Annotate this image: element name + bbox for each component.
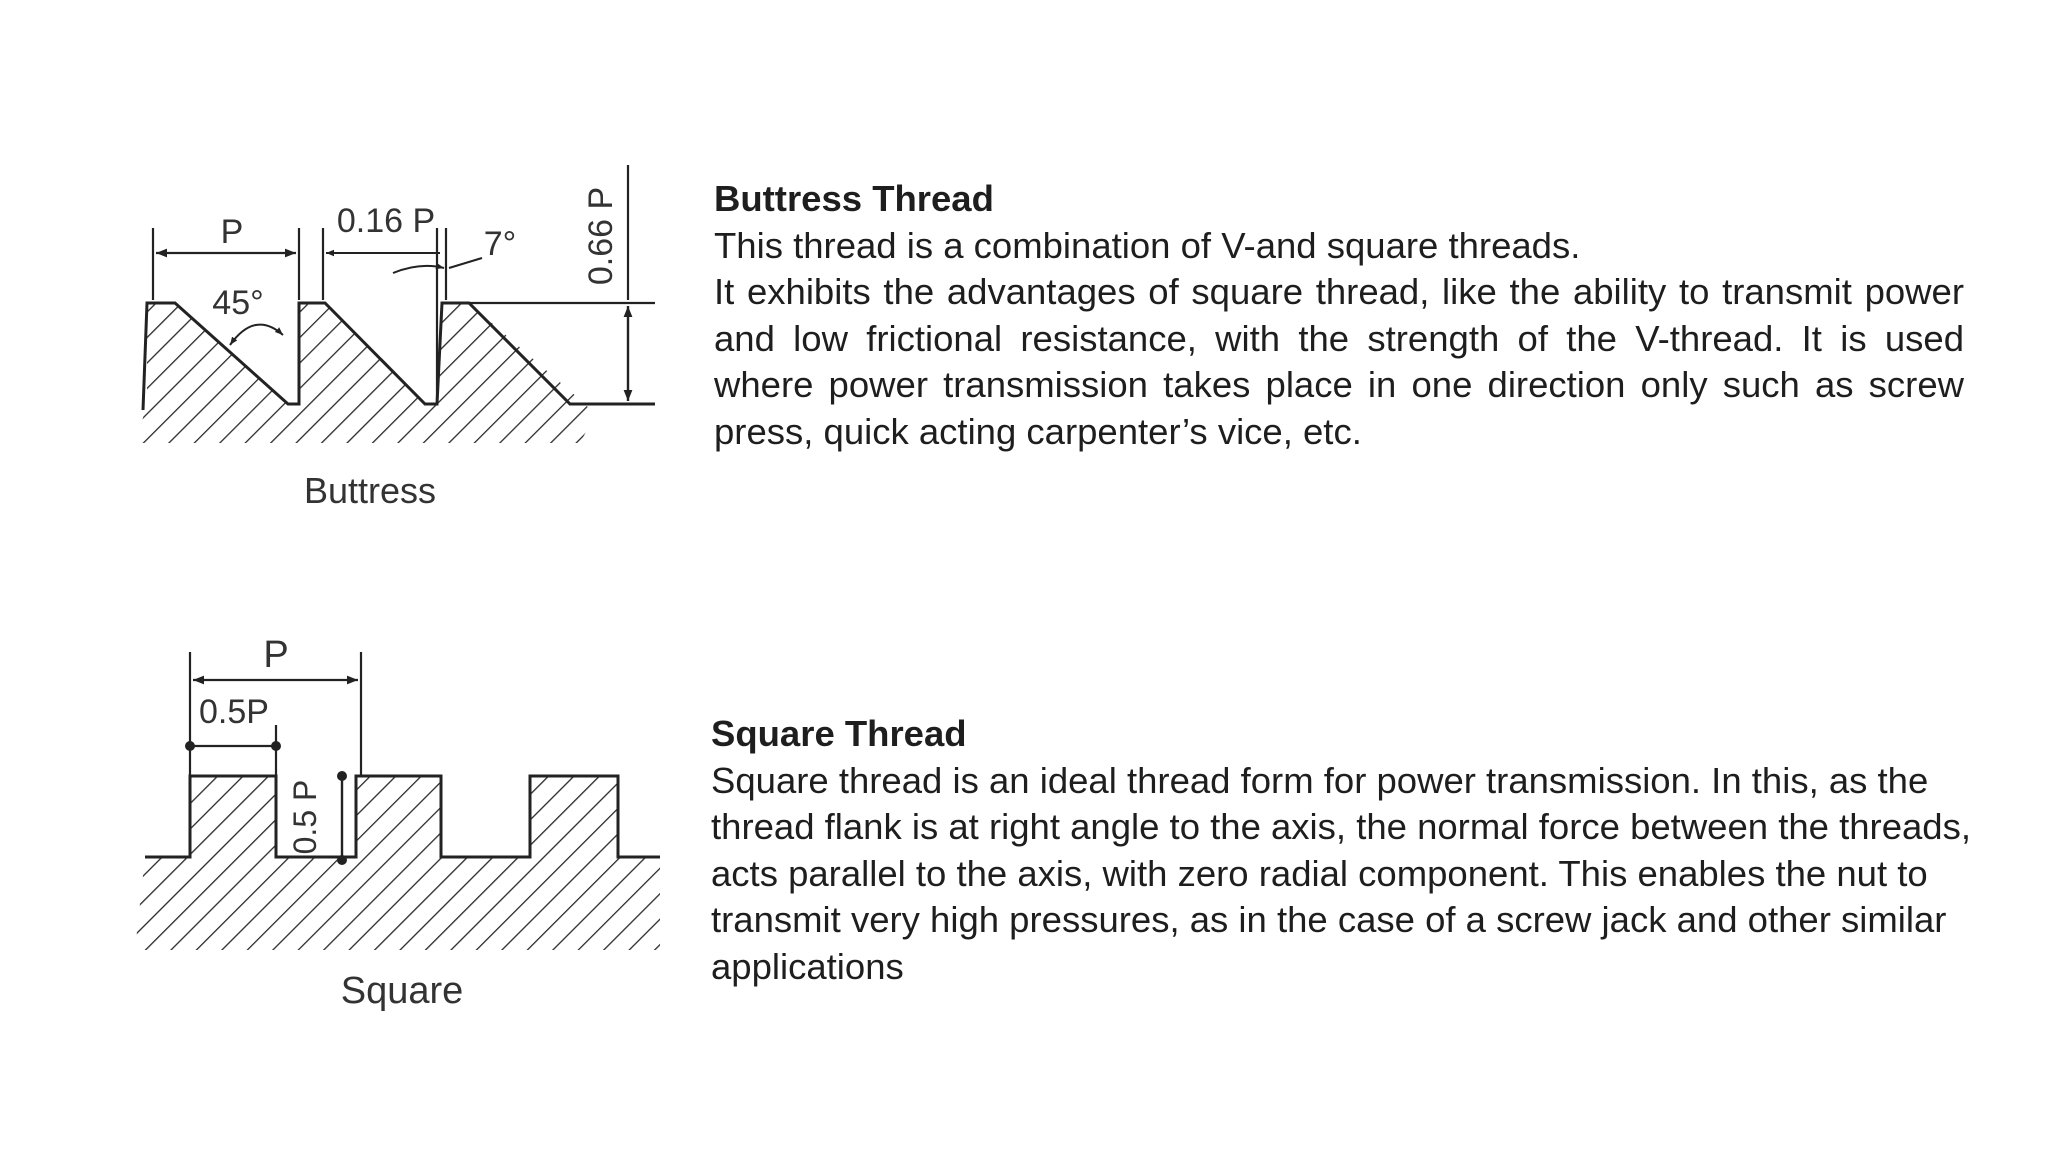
square-caption: Square	[340, 970, 464, 1012]
buttress-heading: Buttress Thread	[714, 178, 994, 219]
buttress-back-angle-label: 45°	[212, 284, 264, 322]
buttress-intro: This thread is a combination of V-and square threads.	[714, 224, 1581, 266]
square-width-label: 0.5P	[199, 693, 269, 731]
buttress-pitch-label: P	[220, 213, 244, 251]
square-diagram	[135, 634, 660, 1012]
buttress-body: It exhibits the advantages of square thread, like the ability to transmit power and low frictional resistance, with the strength of the V-thread. It is used where power transmission takes place in one direction only such as screw press, quick acting carpenter’s vice, etc.	[714, 271, 1964, 452]
buttress-description	[714, 176, 1964, 455]
buttress-flat-label: 0.16 P	[336, 202, 436, 240]
buttress-diagram	[135, 165, 655, 511]
square-heading: Square Thread	[711, 713, 967, 754]
square-body: Square thread is an ideal thread form for power transmission. In this, as the thread flank is at right angle to the axis, the normal force between the threads, acts parallel to the axis, with zero radial component. This enables the nut to transmit very high pressures, as in the case of a screw jack and other similar applications	[711, 759, 1971, 987]
buttress-depth-label: 0.66 P	[582, 186, 620, 286]
buttress-front-angle-label: 7°	[483, 225, 517, 263]
square-description	[711, 711, 2011, 990]
buttress-thread-profile	[135, 303, 595, 443]
square-pitch-label: P	[263, 634, 289, 676]
square-thread-profile	[135, 776, 660, 950]
square-depth-label: 0.5 P	[287, 779, 323, 855]
buttress-caption: Buttress	[303, 470, 437, 511]
